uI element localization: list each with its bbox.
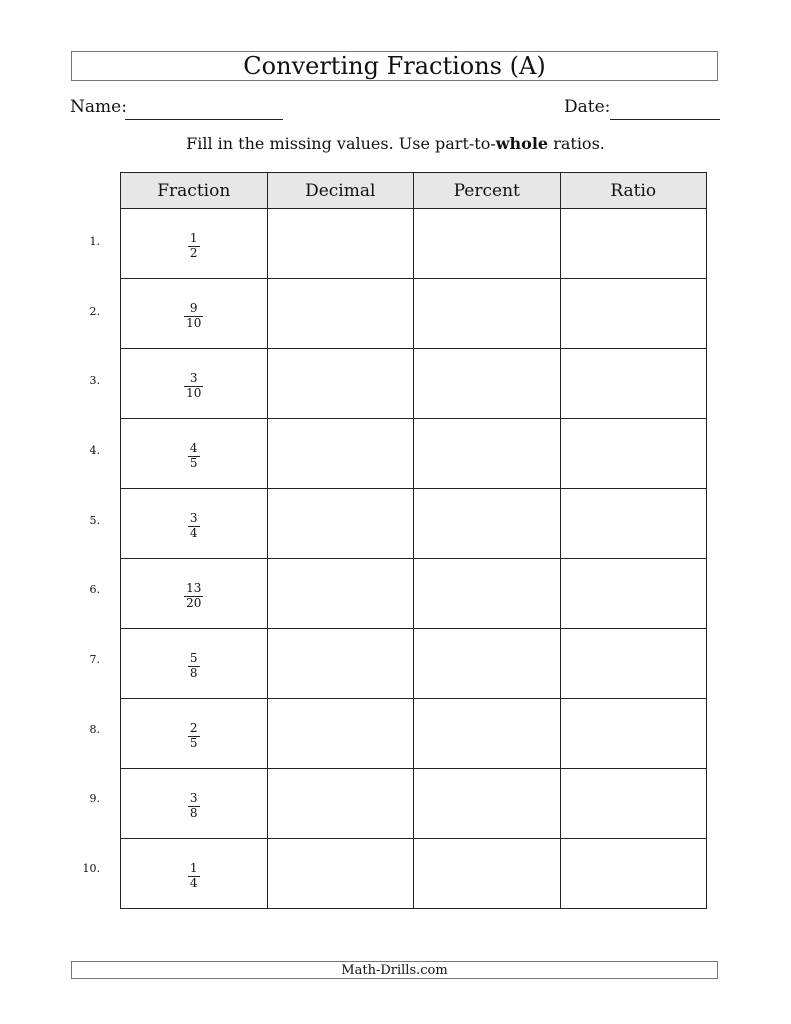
fraction xyxy=(188,722,200,749)
percent-answer-cell[interactable] xyxy=(414,209,561,279)
fraction xyxy=(188,442,200,469)
fraction-cell xyxy=(121,209,268,279)
table-row xyxy=(121,559,707,629)
fraction-denominator: 8 xyxy=(189,805,198,820)
fraction-denominator: 20 xyxy=(186,595,202,610)
fraction-denominator: 10 xyxy=(186,315,202,330)
decimal-answer-cell[interactable] xyxy=(267,349,414,419)
header-percent: Percent xyxy=(414,173,561,209)
instructions xyxy=(0,134,791,153)
fraction-cell xyxy=(121,839,268,909)
row-number: 4. xyxy=(89,443,100,457)
ratio-answer-cell[interactable] xyxy=(560,209,707,279)
ratio-answer-cell[interactable] xyxy=(560,699,707,769)
row-number: 5. xyxy=(89,513,100,527)
row-number: 8. xyxy=(89,722,100,736)
ratio-answer-cell[interactable] xyxy=(560,349,707,419)
row-number: 7. xyxy=(89,653,100,667)
decimal-answer-cell[interactable] xyxy=(267,769,414,839)
decimal-answer-cell[interactable] xyxy=(267,629,414,699)
fraction-numerator: 3 xyxy=(189,371,198,386)
fraction xyxy=(188,652,200,679)
worksheet-title: Converting Fractions (A) xyxy=(71,51,718,81)
percent-answer-cell[interactable] xyxy=(414,279,561,349)
table-row xyxy=(121,699,707,769)
fraction-denominator: 5 xyxy=(189,735,198,750)
percent-answer-cell[interactable] xyxy=(414,839,561,909)
fraction-numerator: 13 xyxy=(186,581,202,596)
fraction-denominator: 4 xyxy=(189,525,198,540)
fraction xyxy=(184,302,203,329)
percent-answer-cell[interactable] xyxy=(414,629,561,699)
fraction xyxy=(188,792,200,819)
fraction-cell xyxy=(121,349,268,419)
fraction-denominator: 8 xyxy=(189,665,198,680)
fraction xyxy=(188,512,200,539)
fraction-cell xyxy=(121,699,268,769)
table-row xyxy=(121,419,707,489)
decimal-answer-cell[interactable] xyxy=(267,419,414,489)
fraction-numerator: 4 xyxy=(189,441,198,456)
decimal-answer-cell[interactable] xyxy=(267,839,414,909)
ratio-answer-cell[interactable] xyxy=(560,769,707,839)
fraction-cell xyxy=(121,279,268,349)
instructions-text-end: ratios. xyxy=(548,134,605,153)
fraction-numerator: 5 xyxy=(189,651,198,666)
table-row xyxy=(121,349,707,419)
fraction xyxy=(188,232,200,259)
fraction-cell xyxy=(121,559,268,629)
percent-answer-cell[interactable] xyxy=(414,769,561,839)
ratio-answer-cell[interactable] xyxy=(560,419,707,489)
footer-site: Math-Drills.com xyxy=(71,961,718,979)
conversion-table xyxy=(120,172,707,909)
ratio-answer-cell[interactable] xyxy=(560,629,707,699)
percent-answer-cell[interactable] xyxy=(414,699,561,769)
table-row xyxy=(121,489,707,559)
name-label: Name: xyxy=(70,97,127,117)
percent-answer-cell[interactable] xyxy=(414,559,561,629)
decimal-answer-cell[interactable] xyxy=(267,209,414,279)
header-ratio: Ratio xyxy=(560,173,707,209)
fraction xyxy=(188,862,200,889)
row-number: 2. xyxy=(89,304,100,318)
instructions-text-bold: whole xyxy=(495,134,549,153)
ratio-answer-cell[interactable] xyxy=(560,489,707,559)
fraction-cell xyxy=(121,419,268,489)
fraction-numerator: 1 xyxy=(189,861,198,876)
decimal-answer-cell[interactable] xyxy=(267,489,414,559)
row-number: 3. xyxy=(89,374,100,388)
date-field-line[interactable] xyxy=(610,119,720,120)
fraction-numerator: 3 xyxy=(189,791,198,806)
instructions-text-start: Fill in the missing values. Use part-to- xyxy=(186,134,496,153)
decimal-answer-cell[interactable] xyxy=(267,559,414,629)
row-number: 10. xyxy=(82,862,100,876)
percent-answer-cell[interactable] xyxy=(414,489,561,559)
decimal-answer-cell[interactable] xyxy=(267,279,414,349)
ratio-answer-cell[interactable] xyxy=(560,279,707,349)
row-number: 9. xyxy=(89,792,100,806)
header-decimal: Decimal xyxy=(267,173,414,209)
decimal-answer-cell[interactable] xyxy=(267,699,414,769)
fraction xyxy=(184,372,203,399)
fraction-numerator: 2 xyxy=(189,721,198,736)
fraction-cell xyxy=(121,769,268,839)
fraction-denominator: 2 xyxy=(189,245,198,260)
table-row xyxy=(121,839,707,909)
table-row xyxy=(121,279,707,349)
header-fraction: Fraction xyxy=(121,173,268,209)
row-number: 6. xyxy=(89,583,100,597)
table-row xyxy=(121,209,707,279)
percent-answer-cell[interactable] xyxy=(414,349,561,419)
row-number: 1. xyxy=(89,234,100,248)
fraction-cell xyxy=(121,489,268,559)
fraction-denominator: 4 xyxy=(189,875,198,890)
percent-answer-cell[interactable] xyxy=(414,419,561,489)
table-header-row xyxy=(121,173,707,209)
ratio-answer-cell[interactable] xyxy=(560,839,707,909)
table-row xyxy=(121,769,707,839)
fraction-cell xyxy=(121,629,268,699)
fraction-denominator: 10 xyxy=(186,385,202,400)
name-field-line[interactable] xyxy=(125,119,283,120)
fraction-numerator: 9 xyxy=(189,301,198,316)
fraction-numerator: 3 xyxy=(189,511,198,526)
table-row xyxy=(121,629,707,699)
ratio-answer-cell[interactable] xyxy=(560,559,707,629)
fraction-denominator: 5 xyxy=(189,455,198,470)
fraction xyxy=(184,582,203,609)
fraction-numerator: 1 xyxy=(189,231,198,246)
date-label: Date: xyxy=(564,97,611,117)
